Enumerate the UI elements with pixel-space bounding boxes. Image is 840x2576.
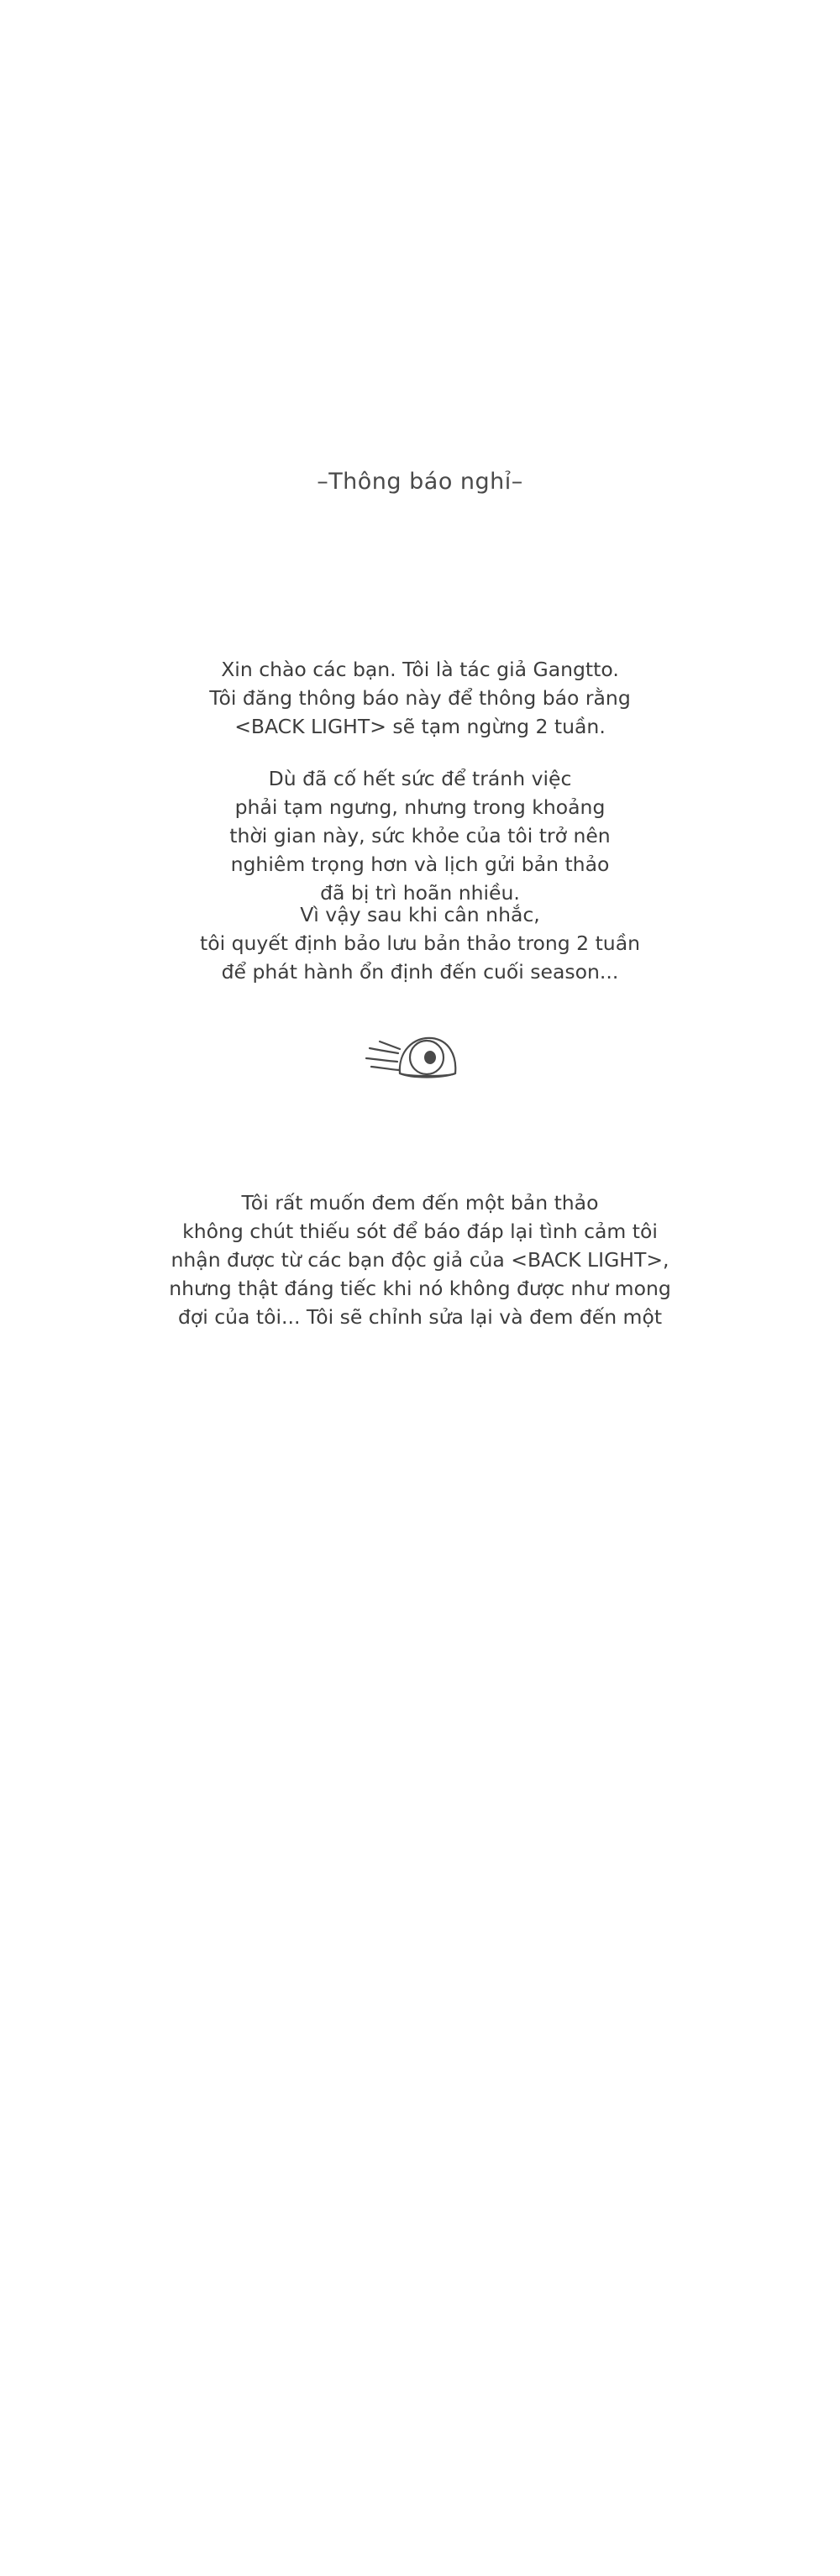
paragraph-reason [0,764,840,907]
paragraph-line: không chút thiếu sót để báo đáp lại tình cảm tôi [182,1220,658,1243]
paragraph-line: tôi quyết định bảo lưu bản thảo trong 2 tuần [200,931,640,955]
paragraph-line: Tôi đăng thông báo này để thông báo rằng [209,686,631,710]
paragraph-line: đã bị trì hoãn nhiều. [320,881,520,905]
paragraph-line: phải tạm ngưng, nhưng trong khoảng [234,795,606,819]
page-title-text: –Thông báo nghỉ– [317,469,523,495]
paragraph-apology [0,1188,840,1331]
paragraph-line: Xin chào các bạn. Tôi là tác giả Gangtto. [221,658,619,681]
paragraph-line: nhưng thật đáng tiếc khi nó không được như mong [169,1277,671,1300]
paragraph-line: nhận được từ các bạn độc giả của <BACK LIGHT>, [171,1248,669,1272]
paragraph-line: <BACK LIGHT> sẽ tạm ngừng 2 tuần. [234,715,606,738]
paragraph-line: để phát hành ổn định đến cuối season... [221,960,619,984]
paragraph-decision [0,900,840,986]
paragraph-line: thời gian này, sức khỏe của tôi trở nên [229,824,611,847]
paragraph-line: Dù đã cố hết sức để tránh việc [268,767,572,790]
paragraph-line: nghiêm trọng hơn và lịch gửi bản thảo [230,853,610,876]
paragraph-line: Tôi rất muốn đem đến một bản thảo [241,1191,599,1215]
sleeping-character-doodle-icon [0,1018,840,1094]
paragraph-line: Vì vậy sau khi cân nhắc, [300,903,540,926]
page-title [0,469,840,495]
paragraph-greeting [0,655,840,741]
paragraph-line: đợi của tôi... Tôi sẽ chỉnh sửa lại và đem đến một [177,1305,663,1329]
